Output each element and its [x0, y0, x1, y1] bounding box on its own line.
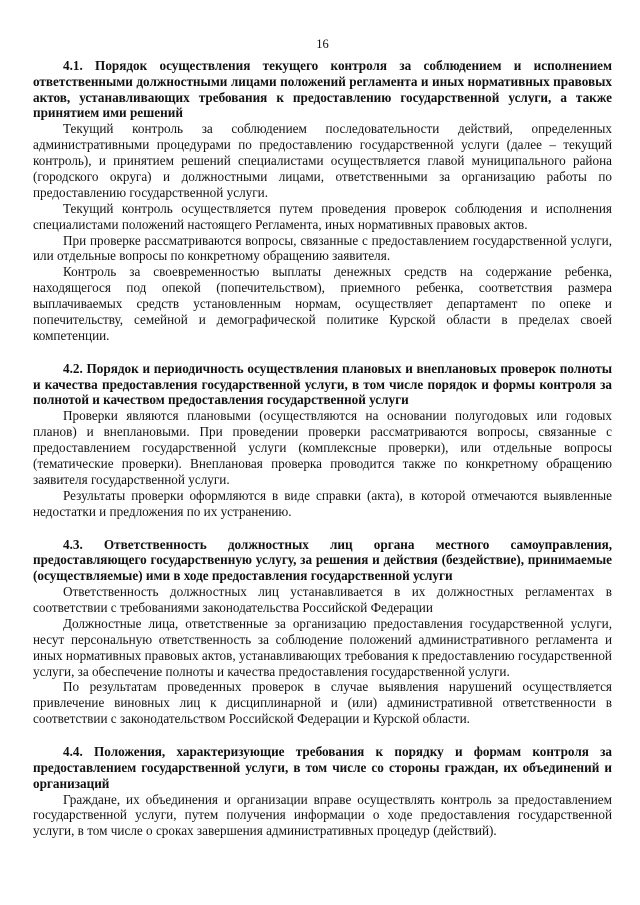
section-4-4 — [33, 744, 612, 839]
paragraph: Проверки являются плановыми (осуществляются на основании полугодовых или годовых планов) и внеплановыми. При проведении проверки рассматриваются вопросы, связанные с предоставлением государственной услуги (комплексные проверки), или отдельные вопросы (тематические проверки). Внеплановая проверка проводится также по конкретному обращению заявителя государственной услуги. — [33, 408, 612, 487]
paragraph: Контроль за своевременностью выплаты денежных средств на содержание ребенка, находящегося под опекой (попечительством), приемного ребенка, соответствия размера выплачиваемых средств установленным нормам, осуществляет департамент по опеке и попечительству, семейной и демографической политике Курской области в пределах своей компетенции. — [33, 264, 612, 343]
section-heading: 4.2. Порядок и периодичность осуществления плановых и внеплановых проверок полноты и качества предоставления государственной услуги, в том числе порядок и формы контроля за полнотой и качеством предоставления государственной услуги — [33, 360, 612, 408]
paragraph: Текущий контроль осуществляется путем проведения проверок соблюдения и исполнения специалистами положений настоящего Регламента, иных нормативных правовых актов. — [33, 200, 612, 232]
paragraph: Граждане, их объединения и организации вправе осуществлять контроль за предоставлением государственной услуги, путем получения информации о ходе предоставления государственной услуги, в том числе о сроках завершения административных процедур (действий). — [33, 791, 612, 839]
paragraph: Должностные лица, ответственные за организацию предоставления государственной услуги, несут персональную ответственность за соблюдение положений административного регламента и иных нормативных правовых актов, устанавливающих требования к предоставлению государственной услуги, за обеспечение полноты и качества предоставления государственной услуги. — [33, 615, 612, 679]
paragraph: Текущий контроль за соблюдением последовательности действий, определенных административными процедурами по предоставлению государственной услуги (далее – текущий контроль), и принятием решений специалистами осуществляется главой муниципального района (городского округа) и должностными лицами, ответственными за организацию работы по предоставлению государственной услуги. — [33, 121, 612, 200]
section-heading: 4.4. Положения, характеризующие требования к порядку и формам контроля за предоставлением государственной услуги, в том числе со стороны граждан, их объединений и организаций — [33, 744, 612, 791]
page-number: 16 — [316, 37, 329, 51]
paragraph: По результатам проведенных проверок в случае выявления нарушений осуществляется привлечение виновных лиц к дисциплинарной и (или) административной ответственности в соответствии с законодательством Российской Федерации и Курской области. — [33, 679, 612, 727]
paragraph: При проверке рассматриваются вопросы, связанные с предоставлением государственной услуги, или отдельные вопросы по конкретному обращению заявителя. — [33, 232, 612, 264]
section-4-3 — [33, 537, 612, 728]
section-4-1 — [33, 58, 612, 344]
section-heading: 4.1. Порядок осуществления текущего контроля за соблюдением и исполнением ответственными должностными лицами положений регламента и иных нормативных правовых актов, устанавливающих требования к предоставлению государственной услуги, а также принятием ими решений — [33, 58, 612, 121]
paragraph: Результаты проверки оформляются в виде справки (акта), в которой отмечаются выявленные недостатки и предложения по их устранению. — [33, 487, 612, 519]
section-4-2 — [33, 361, 612, 520]
paragraph: Ответственность должностных лиц устанавливается в их должностных регламентах в соответствии с требованиями законодательства Российской Федерации — [33, 584, 612, 615]
section-heading: 4.3. Ответственность должностных лиц органа местного самоуправления, предоставляющего государственную услугу, за решения и действия (бездействие), принимаемые (осуществляемые) ими в ходе предоставления государственной услуги — [33, 536, 612, 584]
